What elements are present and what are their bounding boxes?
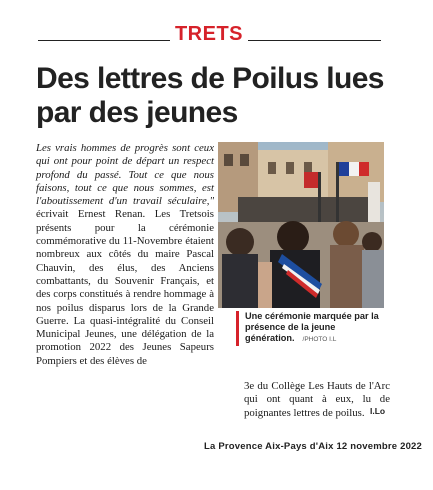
ceremony-photo-image [218,142,384,308]
body-text: écrivait Ernest Renan. Les Tretsois présents pour la cérémonie commémorative du 11-Novembre étaient nombreux aux côtés du maire Pascal Chauvin, des élus, des Anciens combattants, du Souvenir Français, et des corps constitués à rendre hommage à nos poilus disparus lors de la Grande Guerre. La quasi-intégralité du Conseil Municipal Jeunes, une délégation de la promotion 2022 des Jeunes Sapeurs Pompiers et des élèves de [36,208,214,367]
section-rule-left [38,40,170,41]
photo-caption-text: Une cérémonie marquée par la présence de la jeune génération. [245,311,379,344]
article-body-continued [244,380,390,420]
photo-credit: /PHOTO I.L [302,336,337,344]
source-footer: La Provence Aix-Pays d'Aix 12 novembre 2022 [204,441,423,452]
article-body [36,142,214,368]
opening-quote: Les vrais hommes de progrès sont ceux qui ont pour point de départ un respect profond du passé. Tout ce que nous faisons, tout ce que nous sommes, est l'aboutissement d'un travail séculaire," [36,142,214,208]
body-continuation: 3e du Collège Les Hauts de l'Arc qui ont quant à eux, lu de poignantes lettres de poilus. [244,380,390,419]
photo-caption [236,311,395,346]
section-rule-right [248,40,381,41]
section-label: TRETS [174,23,244,45]
ceremony-photo [218,142,384,308]
article-headline: Des lettres de Poilus lues par des jeunes [36,62,384,129]
author-signature: I.Lo [370,406,386,416]
